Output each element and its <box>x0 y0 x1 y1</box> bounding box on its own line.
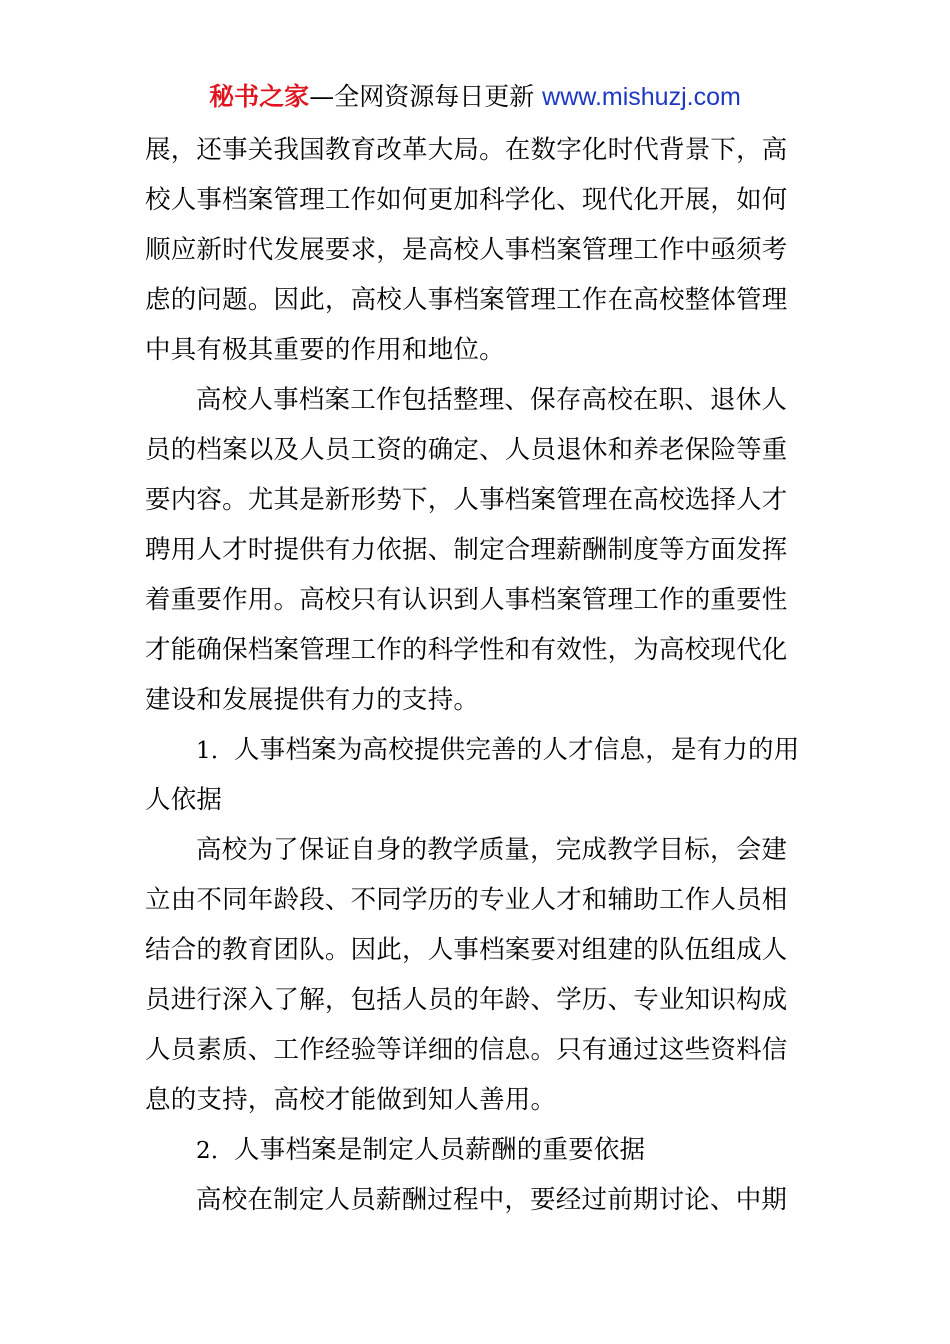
text-line: 立由不同年龄段、不同学历的专业人才和辅助工作人员相 <box>145 885 788 915</box>
site-url-link[interactable]: www.mishuzj.com <box>542 83 741 111</box>
text-line: 才能确保档案管理工作的科学性和有效性，为高校现代化 <box>145 635 788 665</box>
text-line: 员进行深入了解，包括人员的年龄、学历、专业知识构成 <box>145 985 788 1015</box>
section-heading-1-continued: 人依据 <box>145 785 223 815</box>
text-line: 顺应新时代发展要求，是高校人事档案管理工作中亟须考 <box>145 235 788 265</box>
text-line: 展，还事关我国教育改革大局。在数字化时代背景下，高 <box>145 135 788 165</box>
text-line: 校人事档案管理工作如何更加科学化、现代化开展，如何 <box>145 185 788 215</box>
paragraph-start-line: 高校人事档案工作包括整理、保存高校在职、退休人 <box>196 385 788 415</box>
text-line: 虑的问题。因此，高校人事档案管理工作在高校整体管理 <box>145 285 788 315</box>
text-line: 着重要作用。高校只有认识到人事档案管理工作的重要性 <box>145 585 788 615</box>
heading-text: 人事档案为高校提供完善的人才信息，是有力的用 <box>234 735 800 765</box>
header-tagline: —全网资源每日更新 <box>309 82 535 111</box>
brand-name: 秘书之家 <box>209 82 310 111</box>
text-line: 建设和发展提供有力的支持。 <box>145 685 480 715</box>
section-heading-2 <box>145 1125 810 1175</box>
document-body <box>145 125 810 1225</box>
paragraph-start-line: 高校为了保证自身的教学质量，完成教学目标，会建 <box>196 835 788 865</box>
text-line: 聘用人才时提供有力依据、制定合理薪酬制度等方面发挥 <box>145 535 788 565</box>
heading-number: 1． <box>196 738 235 764</box>
text-line: 员的档案以及人员工资的确定、人员退休和养老保险等重 <box>145 435 788 465</box>
text-line: 人员素质、工作经验等详细的信息。只有通过这些资料信 <box>145 1035 788 1065</box>
paragraph-start-line: 高校在制定人员薪酬过程中，要经过前期讨论、中期 <box>196 1185 788 1215</box>
text-line: 结合的教育团队。因此，人事档案要对组建的队伍组成人 <box>145 935 788 965</box>
text-line: 要内容。尤其是新形势下，人事档案管理在高校选择人才 <box>145 485 788 515</box>
text-line: 中具有极其重要的作用和地位。 <box>145 335 505 365</box>
section-heading-1 <box>145 725 810 775</box>
heading-text: 人事档案是制定人员薪酬的重要依据 <box>234 1135 646 1165</box>
text-line: 息的支持，高校才能做到知人善用。 <box>145 1085 557 1115</box>
site-header <box>0 80 950 114</box>
heading-number: 2． <box>196 1138 235 1164</box>
